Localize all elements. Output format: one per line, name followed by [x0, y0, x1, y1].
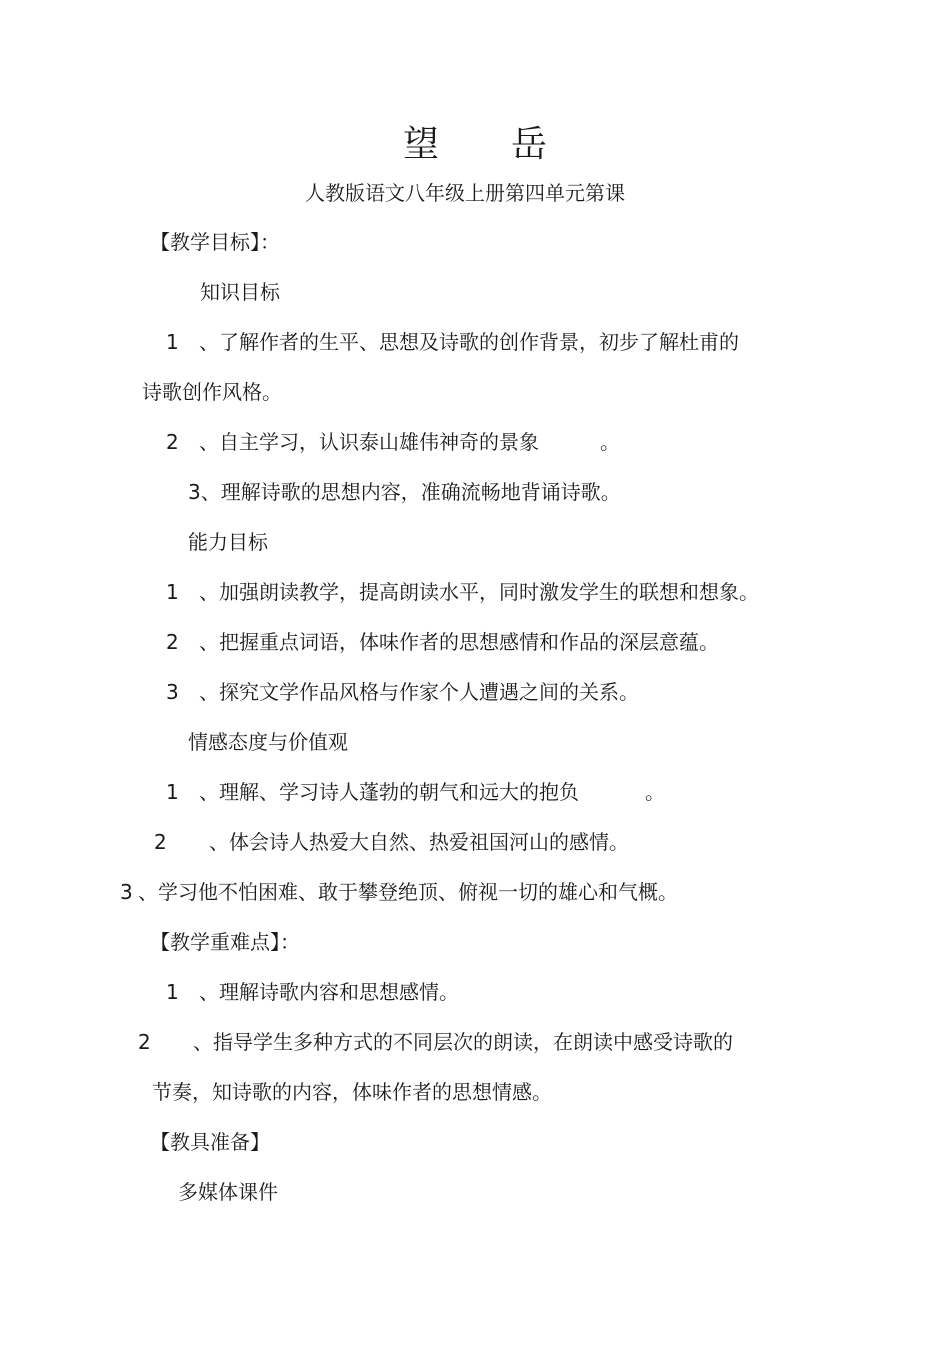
- item-text: 、理解诗歌内容和思想感情。: [199, 980, 459, 1004]
- item-number: 2: [166, 430, 179, 454]
- section-teaching-tools: 【教具准备】: [150, 1130, 270, 1154]
- list-item: [166, 979, 459, 1005]
- list-item: [166, 429, 539, 455]
- list-item-continuation: 诗歌创作风格。: [142, 380, 282, 404]
- item-text: 、体会诗人热爱大自然、热爱祖国河山的感情。: [209, 830, 629, 854]
- trailing-period: 。: [600, 430, 620, 454]
- page-title: [0, 120, 950, 170]
- item-text: 、把握重点词语，体味作者的思想感情和作品的深层意蕴。: [199, 630, 719, 654]
- list-item: [166, 629, 719, 655]
- item-text: 、自主学习，认识泰山雄伟神奇的景象: [199, 430, 539, 454]
- subtitle: 人教版语文八年级上册第四单元第课: [305, 181, 625, 205]
- item-number: 3: [166, 680, 179, 704]
- list-item: [120, 879, 678, 905]
- tools-text: 多媒体课件: [178, 1180, 278, 1204]
- item-text: 、加强朗读教学，提高朗读水平，同时激发学生的联想和想象。: [199, 580, 759, 604]
- item-number: 1: [166, 980, 179, 1004]
- title-char-yue: 岳: [511, 124, 548, 165]
- item-number: 2: [138, 1030, 151, 1054]
- item-number: 1: [166, 780, 179, 804]
- list-item: [154, 829, 629, 855]
- item-number: 1: [166, 330, 179, 354]
- section-key-points: 【教学重难点】：: [150, 930, 300, 954]
- item-number: 2: [166, 630, 179, 654]
- knowledge-heading: 知识目标: [200, 280, 280, 304]
- item-text: 、理解诗歌的思想内容，准确流畅地背诵诗歌。: [200, 480, 621, 504]
- item-number: 2: [154, 830, 167, 854]
- section-teaching-goals: 【教学目标】：: [150, 230, 280, 254]
- list-item: [138, 1029, 733, 1055]
- list-item: [166, 329, 739, 355]
- item-text: 、指导学生多种方式的不同层次的朗读，在朗读中感受诗歌的: [193, 1030, 733, 1054]
- list-item: [166, 679, 639, 705]
- title-char-wang: 望: [402, 124, 439, 165]
- item-number: 3: [188, 480, 201, 504]
- item-text: 、了解作者的生平、思想及诗歌的创作背景，初步了解杜甫的: [199, 330, 739, 354]
- item-text: 、学习他不怕困难、敢于攀登绝顶、俯视一切的雄心和气概。: [138, 880, 678, 904]
- ability-heading: 能力目标: [188, 530, 268, 554]
- list-item: [166, 579, 759, 605]
- list-item-continuation: 节奏，知诗歌的内容，体味作者的思想情感。: [152, 1080, 552, 1104]
- item-number: 1: [166, 580, 179, 604]
- item-number: 3: [120, 880, 133, 904]
- item-text: 、探究文学作品风格与作家个人遭遇之间的关系。: [199, 680, 639, 704]
- item-text: 、理解、学习诗人蓬勃的朝气和远大的抱负: [199, 780, 579, 804]
- list-item: [166, 779, 579, 805]
- list-item: [188, 479, 621, 505]
- trailing-period: 。: [645, 780, 665, 804]
- emotion-heading: 情感态度与价值观: [188, 730, 348, 754]
